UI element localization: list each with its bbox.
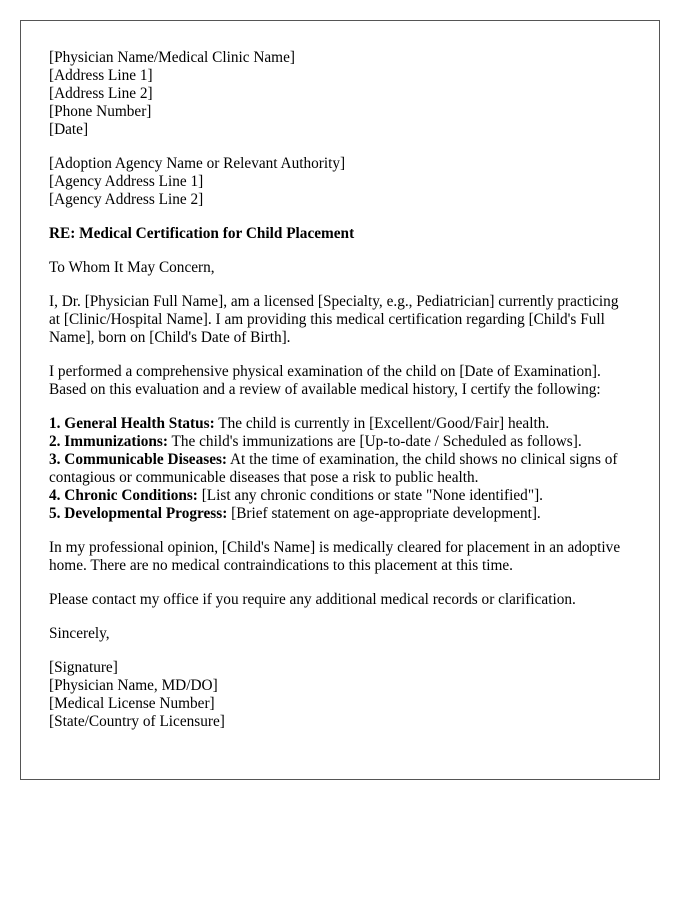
certification-item-developmental-progress [49,505,632,523]
sender-block [49,49,632,139]
salutation: To Whom It May Concern, [49,259,215,276]
sender-address-line-2: [Address Line 2] [49,85,153,102]
certification-item-immunizations [49,433,632,451]
contact-paragraph: Please contact my office if you require any additional medical records or clarification. [49,591,576,608]
recipient-address-line-1: [Agency Address Line 1] [49,173,204,190]
signature-placeholder: [Signature] [49,659,118,676]
letter-document [20,20,660,780]
recipient-address-line-2: [Agency Address Line 2] [49,191,204,208]
certification-label: 2. Immunizations: [49,433,168,450]
intro-paragraph: I, Dr. [Physician Full Name], am a licensed [Specialty, e.g., Pediatrician] currently practicing at [Clinic/Hospital Name]. I am providing this medical certification regarding [Child's Full Name], born on [Child's Date of Birth]. [49,293,619,346]
certification-label: 5. Developmental Progress: [49,505,228,522]
physician-name: [Physician Name, MD/DO] [49,677,218,694]
certification-text: The child's immunizations are [Up-to-date / Scheduled as follows]. [167,433,582,450]
recipient-name: [Adoption Agency Name or Relevant Authority] [49,155,346,172]
subject-line: RE: Medical Certification for Child Placement [49,225,355,242]
certification-list [49,415,632,523]
signature-block [49,659,632,731]
certification-label: 1. General Health Status: [49,415,215,432]
certification-text: The child is currently in [Excellent/Good/Fair] health. [214,415,550,432]
opinion-paragraph: In my professional opinion, [Child's Name] is medically cleared for placement in an adoptive home. There are no medical contraindications to this placement at this time. [49,539,621,574]
licensure-state: [State/Country of Licensure] [49,713,225,730]
sender-name: [Physician Name/Medical Clinic Name] [49,49,295,66]
letter-date: [Date] [49,121,89,138]
certification-text: [Brief statement on age-appropriate development]. [227,505,541,522]
certification-item-communicable-diseases [49,451,632,487]
certification-item-general-health [49,415,632,433]
recipient-block [49,155,632,209]
sender-address-line-1: [Address Line 1] [49,67,153,84]
examination-paragraph: I performed a comprehensive physical examination of the child on [Date of Examination]. Based on this evaluation and a review of available medical history, I certify the following: [49,363,601,398]
complimentary-close: Sincerely, [49,625,110,642]
certification-label: 4. Chronic Conditions: [49,487,198,504]
certification-text: At the time of examination, the child shows no clinical signs of contagious or communicable diseases that pose a risk to public health. [49,451,618,486]
certification-text: [List any chronic conditions or state "None identified"]. [197,487,543,504]
certification-item-chronic-conditions [49,487,632,505]
sender-phone: [Phone Number] [49,103,152,120]
medical-license-number: [Medical License Number] [49,695,215,712]
certification-label: 3. Communicable Diseases: [49,451,228,468]
